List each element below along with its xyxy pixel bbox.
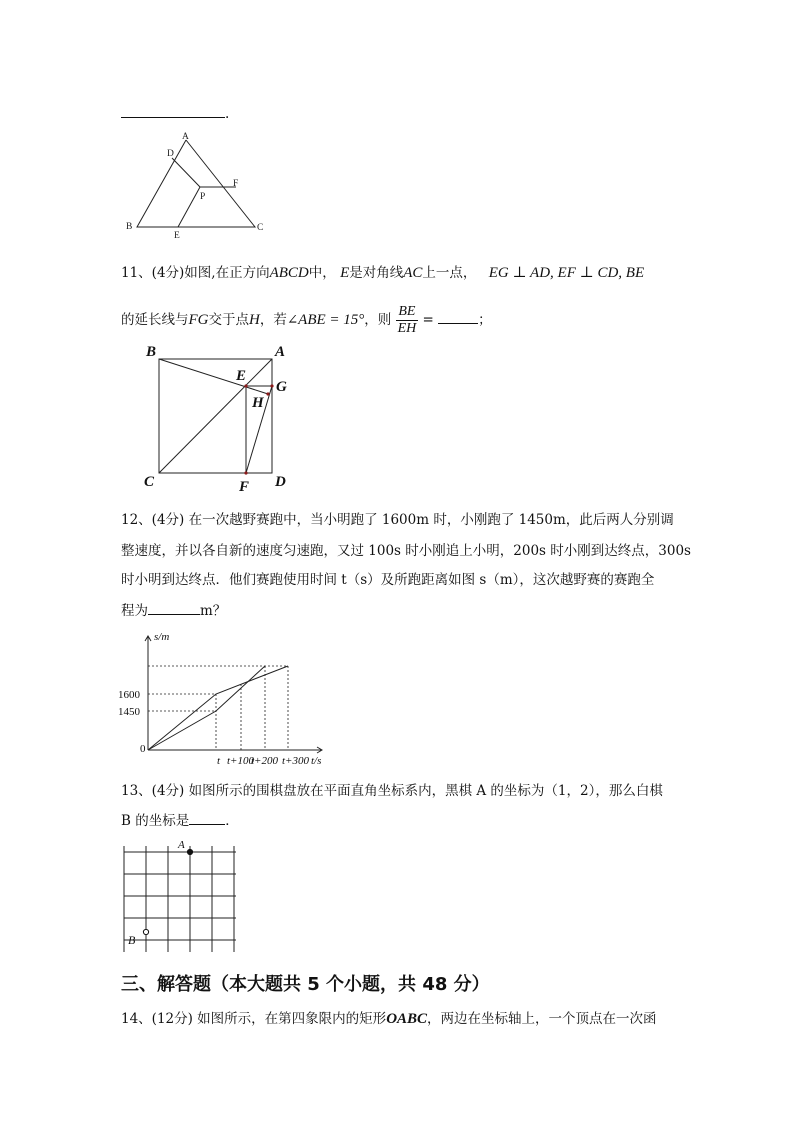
segment-dp (172, 158, 200, 187)
y-tick-1600: 1600 (118, 689, 140, 701)
square-figure (140, 340, 300, 495)
x-tick-t300: t+300 (282, 755, 309, 767)
label-b: B (128, 933, 136, 947)
origin-label: 0 (140, 743, 146, 755)
line-be-extended (159, 359, 268, 394)
fraction-be-eh: $\frac{BE}{EH}$ (397, 304, 417, 336)
label-b: B (126, 222, 133, 232)
q10-answer-line: . (121, 104, 229, 124)
label-f: F (233, 179, 239, 189)
q12-answer-blank[interactable] (148, 614, 200, 615)
triangle-figure (120, 130, 270, 242)
point-h (266, 392, 269, 395)
y-axis-label: s/m (154, 631, 170, 643)
point-g (270, 384, 273, 387)
x-tick-t200: t+200 (251, 755, 278, 767)
diagonal-ac (159, 359, 272, 473)
q12-line2: 整速度，并以各自新的速度匀速跑，又过 100s 时小刚追上小明，200s 时小刚到达终点，300s (121, 543, 691, 559)
label-f: F (239, 479, 250, 495)
x-tick-t100: t+100 (227, 755, 254, 767)
label-c: C (257, 223, 264, 233)
label-a: A (275, 344, 286, 360)
label-d: D (275, 474, 286, 490)
label-b: B (146, 344, 157, 360)
label-a: A (178, 839, 185, 851)
label-p: P (200, 192, 206, 202)
distance-time-graph (110, 628, 335, 768)
q13-line2: B 的坐标是 ． (121, 813, 239, 829)
q12-line4: 程为 m？ (121, 603, 227, 619)
section-title: 三、解答题（本大题共 5 个小题，共 48 分） (121, 974, 490, 995)
x-axis-label: t/s (311, 755, 322, 767)
label-g: G (276, 379, 287, 395)
q11-line1: 11、(4分)如图,在正方向ABCD中， E是对角线AC上一点， EG ⊥ AD, EF ⊥ CD, BE (121, 265, 645, 281)
label-h: H (252, 395, 264, 411)
q14-line1: 14、(12分) 如图所示，在第四象限内的矩形OABC，两边在坐标轴上，一个顶点在一次函 (121, 1011, 657, 1027)
label-e: E (174, 231, 180, 241)
go-board (116, 838, 246, 958)
q13-answer-blank[interactable] (189, 824, 225, 825)
segment-pe (178, 187, 200, 227)
board-grid (124, 846, 236, 952)
q10-answer-blank[interactable] (121, 117, 225, 118)
label-c: C (144, 474, 155, 490)
q13-line1: 13、(4分) 如图所示的围棋盘放在平面直角坐标系内，黑棋 A 的坐标为（1，2），那么白棋 (121, 783, 663, 799)
q11-answer-blank[interactable] (438, 323, 478, 324)
black-stone-a (187, 849, 192, 854)
white-stone-b (143, 929, 148, 934)
q12-line3: 时小明到达终点．他们赛跑使用时间 t（s）及所跑距离如图 s（m），这次越野赛的赛跑全 (121, 572, 655, 588)
q11-line2: 的延长线与FG交于点H，若∠ABE = 15°，则 $\frac{BE}{EH}$ = ； (121, 304, 492, 336)
point-e (244, 384, 247, 387)
q12-line1: 12、(4分) 在一次越野赛跑中，当小明跑了 1600m 时，小刚跑了 1450m，此后两人分别调 (121, 512, 674, 528)
x-tick-t: t (217, 755, 221, 767)
label-a: A (182, 132, 189, 142)
xiaogang-line (148, 666, 265, 750)
label-d: D (167, 149, 174, 159)
label-e: E (236, 368, 247, 384)
y-tick-1450: 1450 (118, 706, 140, 718)
point-f (244, 471, 247, 474)
